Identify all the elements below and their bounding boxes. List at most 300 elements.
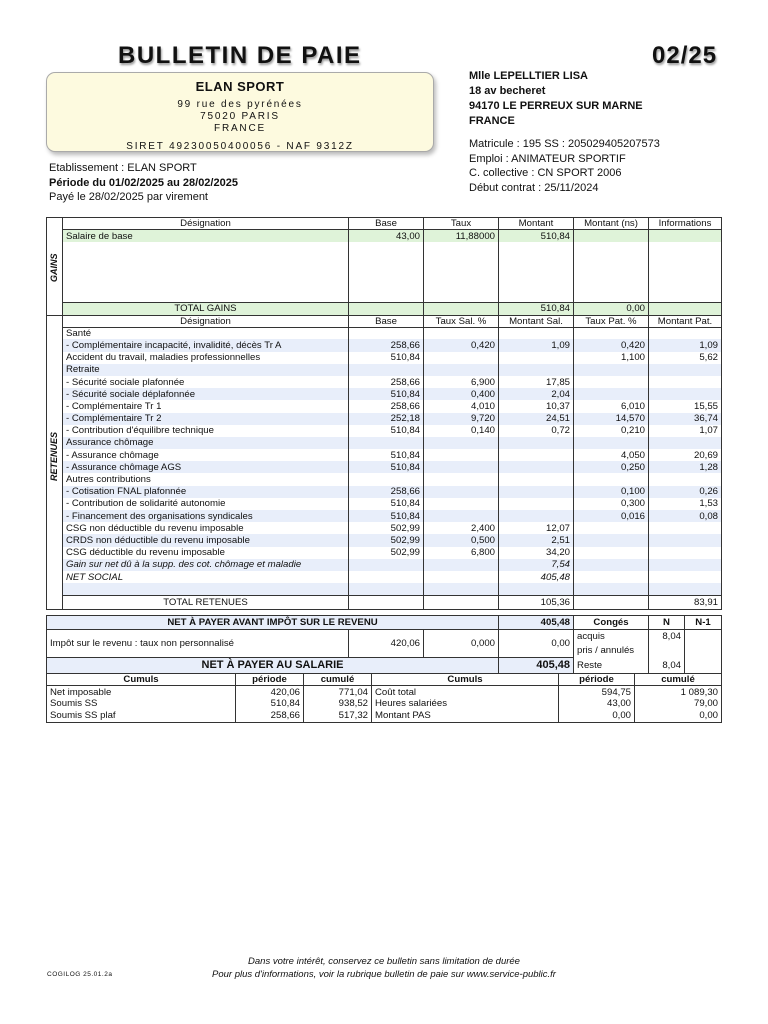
cumuls-row [47, 686, 722, 698]
empty-cell [424, 291, 499, 303]
empty-cell [349, 266, 424, 278]
retenues-cell: 510,84 [349, 449, 424, 461]
retenues-cell: 12,07 [499, 522, 574, 534]
gains-empty-row [47, 242, 722, 254]
retenues-cell: 405,48 [499, 571, 574, 583]
cumuls-cell: 43,00 [559, 698, 635, 710]
gains-empty-row [47, 278, 722, 290]
retenues-cell [574, 376, 649, 388]
empty-cell [349, 291, 424, 303]
retenues-cell: Accident du travail, maladies professionnelles [63, 352, 349, 364]
retenues-cell [499, 486, 574, 498]
retenues-cell: 17,85 [499, 376, 574, 388]
gains-total-row [47, 303, 722, 315]
retenues-cell [649, 376, 722, 388]
footer-line-1: Dans votre intérêt, conservez ce bulletin sans limitation de durée [248, 956, 520, 967]
cumuls-table [46, 673, 722, 723]
retenues-cell [499, 510, 574, 522]
employee-street: 18 av becheret [469, 85, 546, 97]
retenues-row [47, 522, 722, 534]
retenues-header-row [47, 315, 722, 327]
retenues-total-cell: TOTAL RETENUES [63, 595, 349, 609]
retenues-cell [574, 583, 649, 595]
empty-cell [424, 254, 499, 266]
retenues-cell: 1,100 [574, 352, 649, 364]
retenues-cell [499, 364, 574, 376]
retenues-cell: 6,800 [424, 547, 499, 559]
retenues-cell [649, 571, 722, 583]
conges-acquis-label: acquis [574, 630, 649, 644]
cumuls-cell: Coût total [372, 686, 559, 698]
retenues-cell: - Complémentaire Tr 1 [63, 400, 349, 412]
retenues-cell [499, 437, 574, 449]
conges-pris-n [649, 644, 685, 658]
empty-cell [424, 266, 499, 278]
retenues-cell [574, 559, 649, 571]
gains-total-cell: 0,00 [574, 303, 649, 315]
retenues-cell [349, 473, 424, 485]
retenues-side [47, 315, 63, 609]
retenues-cell [574, 388, 649, 400]
retenues-cell: 4,010 [424, 400, 499, 412]
retenues-row [47, 388, 722, 400]
retenues-cell [649, 583, 722, 595]
retenues-cell: 1,09 [499, 339, 574, 351]
retenues-cell: 0,420 [424, 339, 499, 351]
retenues-cell: 1,53 [649, 498, 722, 510]
cumuls-header-row [47, 674, 722, 686]
retenues-cell [424, 510, 499, 522]
retenues-total-cell: 105,36 [499, 595, 574, 609]
retenues-cell: 0,420 [574, 339, 649, 351]
retenues-row [47, 486, 722, 498]
retenues-cell [649, 534, 722, 546]
retenues-cell: 36,74 [649, 413, 722, 425]
company-siret: SIRET 49230050400056 - NAF 9312Z [126, 141, 354, 152]
gains-header-cell: Montant (ns) [574, 218, 649, 230]
gains-header-row [47, 218, 722, 230]
retenues-cell: 0,26 [649, 486, 722, 498]
retenues-cell [349, 437, 424, 449]
retenues-cell [649, 364, 722, 376]
retenues-cell: 24,51 [499, 413, 574, 425]
retenues-cell: 2,04 [499, 388, 574, 400]
employee-city: 94170 LE PERREUX SUR MARNE [469, 100, 643, 112]
gains-header-cell: Montant [499, 218, 574, 230]
empty-cell [649, 291, 722, 303]
cumuls-header-cell: Cumuls [47, 674, 236, 686]
retenues-cell: - Sécurité sociale plafonnée [63, 376, 349, 388]
retenues-row [47, 425, 722, 437]
retenues-cell [499, 352, 574, 364]
retenues-cell: 5,62 [649, 352, 722, 364]
conges-reste-n: 8,04 [649, 658, 685, 674]
retenues-cell: Retraite [63, 364, 349, 376]
empty-cell [574, 291, 649, 303]
retenues-cell: - Assurance chômage [63, 449, 349, 461]
income-tax-amount: 0,00 [499, 630, 574, 658]
pay-period-code: 02/25 [652, 42, 718, 69]
net-to-pay-value: 405,48 [499, 658, 574, 674]
retenues-row [47, 437, 722, 449]
retenues-cell: 258,66 [349, 400, 424, 412]
retenues-cell: 252,18 [349, 413, 424, 425]
retenues-row [47, 510, 722, 522]
retenues-row [47, 571, 722, 583]
retenues-cell [499, 583, 574, 595]
retenues-cell [649, 327, 722, 339]
retenues-total-cell [574, 595, 649, 609]
net-before-tax-value: 405,48 [499, 616, 574, 630]
gains-header-cell: Taux [424, 218, 499, 230]
conges-acquis-n1 [685, 630, 722, 644]
retenues-total-cell: 83,91 [649, 595, 722, 609]
retenues-cell: - Cotisation FNAL plafonnée [63, 486, 349, 498]
retenues-cell: CSG déductible du revenu imposable [63, 547, 349, 559]
retenues-header-cell: Montant Pat. [649, 315, 722, 327]
empty-cell [424, 278, 499, 290]
employee-matricule: Matricule : 195 SS : 205029405207573 [469, 138, 660, 150]
retenues-cell [424, 486, 499, 498]
retenues-cell: - Sécurité sociale déplafonnée [63, 388, 349, 400]
retenues-cell [574, 522, 649, 534]
retenues-total-cell [349, 595, 424, 609]
retenues-cell [349, 327, 424, 339]
retenues-row [47, 327, 722, 339]
retenues-cell: 502,99 [349, 534, 424, 546]
retenues-cell [63, 583, 349, 595]
gains-cell [574, 230, 649, 242]
employee-address-block [469, 69, 643, 129]
cumuls-cell: 420,06 [236, 686, 304, 698]
retenues-cell: 502,99 [349, 522, 424, 534]
cumuls-header-cell: période [559, 674, 635, 686]
conges-pris-n1 [685, 644, 722, 658]
retenues-row [47, 339, 722, 351]
gains-header-cell: Désignation [63, 218, 349, 230]
income-tax-rate: 0,000 [424, 630, 499, 658]
retenues-cell: Assurance chômage [63, 437, 349, 449]
cumuls-cell: 79,00 [635, 698, 722, 710]
net-before-tax-row [47, 616, 722, 630]
footer-notice [0, 955, 768, 981]
retenues-row [47, 461, 722, 473]
empty-cell [499, 242, 574, 254]
cumuls-cell: Montant PAS [372, 710, 559, 722]
retenues-cell [649, 522, 722, 534]
gains-total-cell [349, 303, 424, 315]
retenues-cell [574, 437, 649, 449]
retenues-row [47, 400, 722, 412]
retenues-cell: - Assurance chômage AGS [63, 461, 349, 473]
retenues-cell [574, 473, 649, 485]
cumuls-header-cell: cumulé [304, 674, 372, 686]
empty-cell [574, 254, 649, 266]
retenues-cell: - Complémentaire incapacité, invalidité, décès Tr A [63, 339, 349, 351]
retenues-cell [574, 534, 649, 546]
retenues-cell: 2,400 [424, 522, 499, 534]
empty-cell [649, 278, 722, 290]
retenues-cell: 258,66 [349, 339, 424, 351]
empty-cell [499, 291, 574, 303]
retenues-row [47, 364, 722, 376]
conges-title: Congés [574, 616, 649, 630]
cumuls-cell: 1 089,30 [635, 686, 722, 698]
retenues-row [47, 352, 722, 364]
retenues-cell [424, 473, 499, 485]
cumuls-cell: 510,84 [236, 698, 304, 710]
retenues-cell: 15,55 [649, 400, 722, 412]
gains-row [47, 230, 722, 242]
retenues-cell [424, 461, 499, 473]
retenues-header-cell: Taux Sal. % [424, 315, 499, 327]
retenues-cell [349, 571, 424, 583]
empty-cell [63, 254, 349, 266]
employee-convention: C. collective : CN SPORT 2006 [469, 167, 622, 179]
retenues-cell: 10,37 [499, 400, 574, 412]
retenues-row [47, 376, 722, 388]
retenues-cell: 7,54 [499, 559, 574, 571]
retenues-cell: Santé [63, 327, 349, 339]
retenues-cell: NET SOCIAL [63, 571, 349, 583]
empty-cell [63, 242, 349, 254]
cumuls-cell: 258,66 [236, 710, 304, 722]
retenues-cell [424, 352, 499, 364]
empty-cell [499, 278, 574, 290]
retenues-cell [424, 559, 499, 571]
retenues-row [47, 583, 722, 595]
retenues-cell: 258,66 [349, 486, 424, 498]
empty-cell [574, 278, 649, 290]
cumuls-cell: 0,00 [635, 710, 722, 722]
retenues-cell [574, 571, 649, 583]
retenues-cell: - Contribution de solidarité autonomie [63, 498, 349, 510]
retenues-cell [574, 364, 649, 376]
gains-empty-row [47, 266, 722, 278]
retenues-cell: 0,250 [574, 461, 649, 473]
empty-cell [649, 266, 722, 278]
net-table [46, 615, 722, 674]
retenues-cell: 34,20 [499, 547, 574, 559]
retenues-cell [499, 473, 574, 485]
retenues-side-label: RETENUES [49, 431, 59, 481]
retenues-row [47, 413, 722, 425]
income-tax-base: 420,06 [349, 630, 424, 658]
retenues-cell: 510,84 [349, 352, 424, 364]
empty-cell [63, 278, 349, 290]
empty-cell [349, 278, 424, 290]
cumuls-cell: Soumis SS [50, 698, 98, 710]
cumuls-row [47, 710, 722, 722]
retenues-header-cell: Base [349, 315, 424, 327]
gains-cell: 11,88000 [424, 230, 499, 242]
retenues-cell: 510,84 [349, 498, 424, 510]
retenues-cell: 0,08 [649, 510, 722, 522]
retenues-cell [424, 571, 499, 583]
gains-cell: 43,00 [349, 230, 424, 242]
retenues-cell: 510,84 [349, 510, 424, 522]
employee-country: FRANCE [469, 115, 515, 127]
empty-cell [349, 254, 424, 266]
retenues-cell: 0,500 [424, 534, 499, 546]
gains-empty-row [47, 254, 722, 266]
cumuls-row [47, 698, 722, 710]
retenues-cell: 1,07 [649, 425, 722, 437]
gains-header-cell: Informations [649, 218, 722, 230]
company-country: FRANCE [214, 123, 266, 134]
payment-date: Payé le 28/02/2025 par virement [49, 191, 208, 203]
conges-acquis-n: 8,04 [649, 630, 685, 644]
retenues-cell [424, 498, 499, 510]
employee-name: Mlle LEPELLTIER LISA [469, 70, 588, 82]
cumuls-cell: Net imposable [50, 686, 112, 698]
conges-pris-label: pris / annulés [574, 644, 649, 658]
payslip-table [46, 217, 722, 610]
establishment-block [49, 161, 238, 205]
retenues-cell [424, 583, 499, 595]
retenues-cell [649, 559, 722, 571]
retenues-cell [649, 473, 722, 485]
retenues-cell: 20,69 [649, 449, 722, 461]
empty-cell [649, 242, 722, 254]
empty-cell [649, 254, 722, 266]
retenues-cell [649, 388, 722, 400]
employee-info-block [469, 137, 660, 195]
retenues-cell: 0,300 [574, 498, 649, 510]
retenues-cell: 0,016 [574, 510, 649, 522]
retenues-cell [574, 327, 649, 339]
empty-cell [349, 242, 424, 254]
retenues-cell [424, 364, 499, 376]
retenues-cell: - Complémentaire Tr 2 [63, 413, 349, 425]
retenues-cell: 0,72 [499, 425, 574, 437]
retenues-cell: 0,400 [424, 388, 499, 400]
gains-cell: 510,84 [499, 230, 574, 242]
software-version: COGILOG 25.01.2a [47, 971, 113, 978]
gains-side [47, 218, 63, 316]
retenues-cell: 9,720 [424, 413, 499, 425]
company-name: ELAN SPORT [195, 79, 285, 94]
retenues-cell: 0,140 [424, 425, 499, 437]
retenues-total-cell [424, 595, 499, 609]
retenues-row [47, 449, 722, 461]
empty-cell [574, 242, 649, 254]
net-before-tax-label: NET À PAYER AVANT IMPÔT SUR LE REVENU [47, 616, 499, 630]
retenues-cell: 510,84 [349, 388, 424, 400]
retenues-cell: 258,66 [349, 376, 424, 388]
gains-side-label: GAINS [49, 253, 59, 283]
net-to-pay-row [47, 658, 722, 674]
retenues-cell: 2,51 [499, 534, 574, 546]
income-tax-label: Impôt sur le revenu : taux non personnalisé [50, 638, 234, 649]
gains-empty-row [47, 291, 722, 303]
retenues-row [47, 547, 722, 559]
cumuls-header-cell: Cumuls [372, 674, 559, 686]
retenues-cell [649, 437, 722, 449]
retenues-cell: 510,84 [349, 425, 424, 437]
conges-col-n1: N-1 [685, 616, 722, 630]
cumuls-cell: Soumis SS plaf [50, 710, 116, 722]
retenues-cell [499, 461, 574, 473]
gains-cell [649, 230, 722, 242]
empty-cell [63, 291, 349, 303]
retenues-cell: - Contribution d'équilibre technique [63, 425, 349, 437]
retenues-row [47, 534, 722, 546]
retenues-cell: 6,010 [574, 400, 649, 412]
company-box [46, 72, 434, 152]
retenues-cell: CSG non déductible du revenu imposable [63, 522, 349, 534]
retenues-row [47, 473, 722, 485]
conges-reste-label: Reste [574, 658, 649, 674]
retenues-cell: 4,050 [574, 449, 649, 461]
retenues-row [47, 559, 722, 571]
retenues-cell: CRDS non déductible du revenu imposable [63, 534, 349, 546]
company-address-street: 99 rue des pyrénées [177, 99, 303, 110]
retenues-cell [424, 327, 499, 339]
employee-job: Emploi : ANIMATEUR SPORTIF [469, 152, 626, 165]
retenues-row [47, 498, 722, 510]
retenues-cell: 502,99 [349, 547, 424, 559]
retenues-cell [499, 327, 574, 339]
retenues-cell [349, 583, 424, 595]
retenues-cell [499, 449, 574, 461]
retenues-cell [574, 547, 649, 559]
cumuls-cell: 594,75 [559, 686, 635, 698]
document-title: BULLETIN DE PAIE [118, 42, 362, 69]
cumuls-cell: 517,32 [304, 710, 372, 722]
company-address-city: 75020 PARIS [200, 111, 280, 122]
retenues-cell: 1,28 [649, 461, 722, 473]
conges-col-n: N [649, 616, 685, 630]
empty-cell [499, 254, 574, 266]
retenues-cell: 510,84 [349, 461, 424, 473]
empty-cell [63, 266, 349, 278]
retenues-cell: - Financement des organisations syndicales [63, 510, 349, 522]
income-tax-row [47, 630, 722, 644]
retenues-header-cell: Taux Pat. % [574, 315, 649, 327]
retenues-cell [649, 547, 722, 559]
gains-header-cell: Base [349, 218, 424, 230]
empty-cell [424, 242, 499, 254]
retenues-cell: 1,09 [649, 339, 722, 351]
retenues-cell [424, 449, 499, 461]
cumuls-header-cell: cumulé [635, 674, 722, 686]
conges-reste-n1 [685, 658, 722, 674]
pay-period: Période du 01/02/2025 au 28/02/2025 [49, 176, 238, 189]
cumuls-cell: 0,00 [559, 710, 635, 722]
retenues-cell: 0,210 [574, 425, 649, 437]
gains-total-cell [424, 303, 499, 315]
retenues-header-cell: Désignation [63, 315, 349, 327]
retenues-cell [499, 498, 574, 510]
employee-contract-start: Début contrat : 25/11/2024 [469, 181, 599, 194]
net-to-pay-label: NET À PAYER AU SALARIE [47, 658, 499, 674]
retenues-cell [349, 559, 424, 571]
retenues-cell: 14,570 [574, 413, 649, 425]
empty-cell [499, 266, 574, 278]
retenues-cell: 0,100 [574, 486, 649, 498]
empty-cell [574, 266, 649, 278]
gains-total-cell: TOTAL GAINS [63, 303, 349, 315]
cumuls-header-cell: période [236, 674, 304, 686]
gains-total-cell: 510,84 [499, 303, 574, 315]
retenues-cell [349, 364, 424, 376]
footer-line-2: Pour plus d'informations, voir la rubrique bulletin de paie sur www.service-public.fr [212, 969, 556, 980]
retenues-cell [424, 437, 499, 449]
retenues-header-cell: Montant Sal. [499, 315, 574, 327]
retenues-cell: Gain sur net dû à la supp. des cot. chômage et maladie [63, 559, 349, 571]
retenues-total-row [47, 595, 722, 609]
